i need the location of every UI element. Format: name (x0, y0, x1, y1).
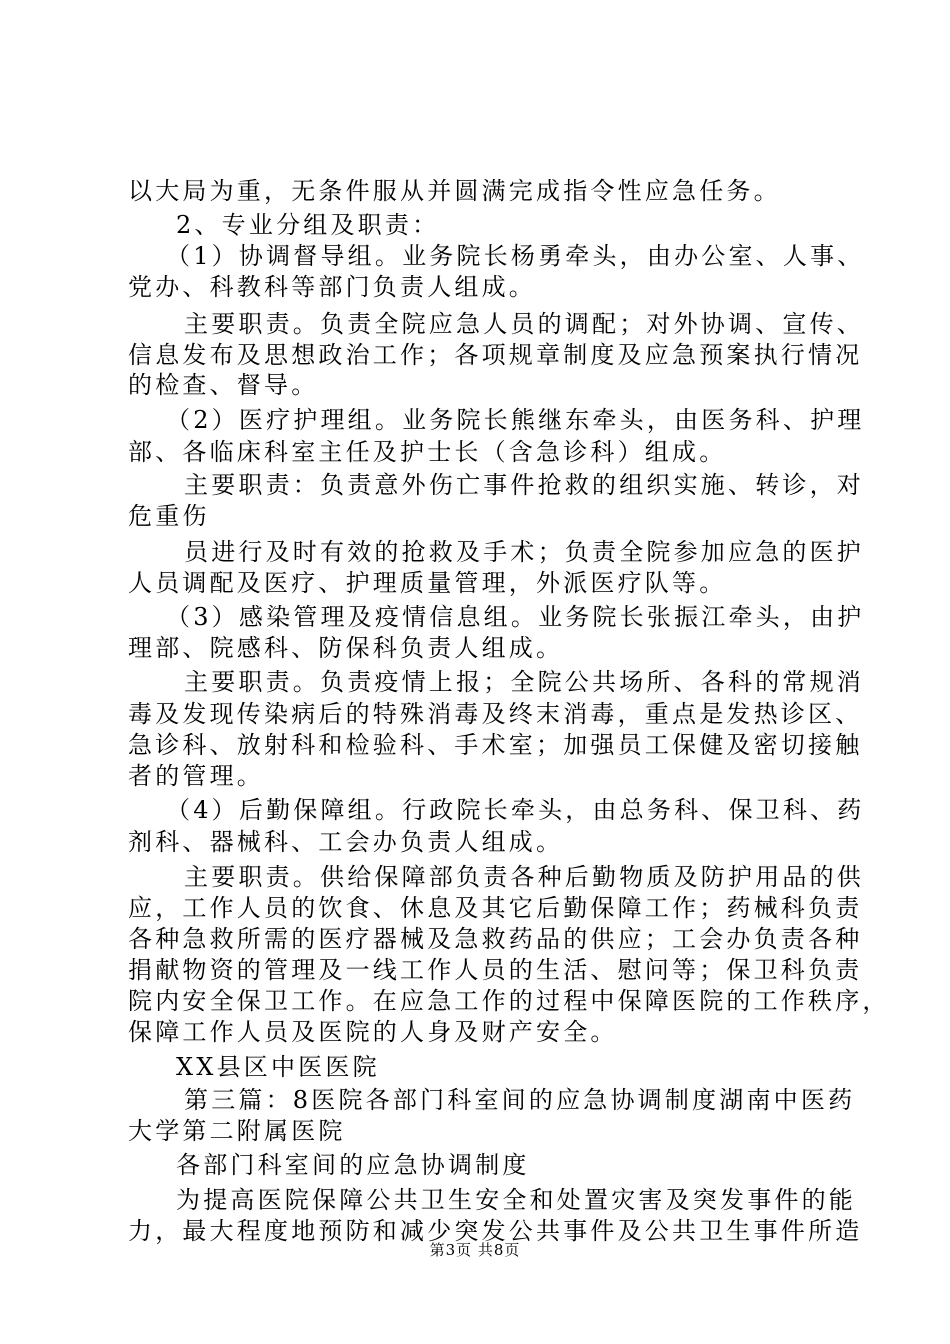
text-line: （2）医疗护理组。业务院长熊继东牵头，由医务科、护理 (166, 406, 865, 434)
text-line: （1）协调督导组。业务院长杨勇牵头，由办公室、人事、 (166, 242, 865, 270)
text-line: XX县区中医医院 (176, 1053, 380, 1081)
text-line: 第三篇：8医院各部门科室间的应急协调制度湖南中医药 (184, 1086, 856, 1114)
text-line: 毒及发现传染病后的特殊消毒及终末消毒，重点是发热诊区、 (128, 700, 863, 728)
text-line: 主要职责。负责全院应急人员的调配；对外协调、宣传、 (184, 310, 864, 338)
text-line: 主要职责。负责疫情上报；全院公共场所、各科的常规消 (184, 668, 864, 696)
text-line: 信息发布及思想政治工作；各项规章制度及应急预案执行情况 (128, 341, 863, 369)
text-line: 危重伤 (128, 502, 210, 530)
text-line: 的检查、督导。 (128, 371, 319, 399)
text-line: 主要职责：负责意外伤亡事件抢救的组织实施、转诊，对 (184, 471, 864, 499)
text-line: 应，工作人员的饮食、休息及其它后勤保障工作；药械科负责 (128, 894, 863, 922)
text-line: 部、各临床科室主任及护士长（含急诊科）组成。 (128, 438, 727, 466)
text-line: 以大局为重，无条件服从并圆满完成指令性应急任务。 (128, 177, 781, 205)
text-line: 者的管理。 (128, 762, 264, 790)
text-line: 员进行及时有效的抢救及手术；负责全院参加应急的医护 (184, 538, 864, 566)
text-line: 人员调配及医疗、护理质量管理，外派医疗队等。 (128, 569, 727, 597)
text-line: 剂科、器械科、工会办负责人组成。 (128, 828, 564, 856)
text-line: 力，最大程度地预防和减少突发公共事件及公共卫生事件所造 (128, 1217, 863, 1245)
text-line: 捐献物资的管理及一线工作人员的生活、慰问等；保卫科负责 (128, 956, 863, 984)
text-line: （4）后勤保障组。行政院长牵头，由总务科、保卫科、药 (166, 796, 865, 824)
text-line: 理部、院感科、防保科负责人组成。 (128, 634, 564, 662)
text-line: 为提高医院保障公共卫生安全和处置灾害及突发事件的能 (176, 1186, 856, 1214)
page-number-footer: 第3页 共8页 (429, 1241, 521, 1259)
text-line: 大学第二附属医院 (128, 1117, 346, 1145)
text-line: 各种急救所需的医疗器械及急救药品的供应；工会办负责各种 (128, 925, 863, 953)
text-line: （3）感染管理及疫情信息组。业务院长张振江牵头，由护 (166, 603, 865, 631)
text-line: 保障工作人员及医院的人身及财产安全。 (128, 1018, 618, 1046)
text-line: 党办、科教科等部门负责人组成。 (128, 273, 536, 301)
text-line: 急诊科、放射科和检验科、手术室；加强员工保健及密切接触 (128, 731, 863, 759)
text-line: 各部门科室间的应急协调制度 (176, 1151, 530, 1179)
text-line: 院内安全保卫工作。在应急工作的过程中保障医院的工作秩序， (128, 987, 890, 1015)
text-line: 主要职责。供给保障部负责各种后勤物质及防护用品的供 (184, 863, 864, 891)
text-line: 2、专业分组及职责： (176, 211, 440, 239)
